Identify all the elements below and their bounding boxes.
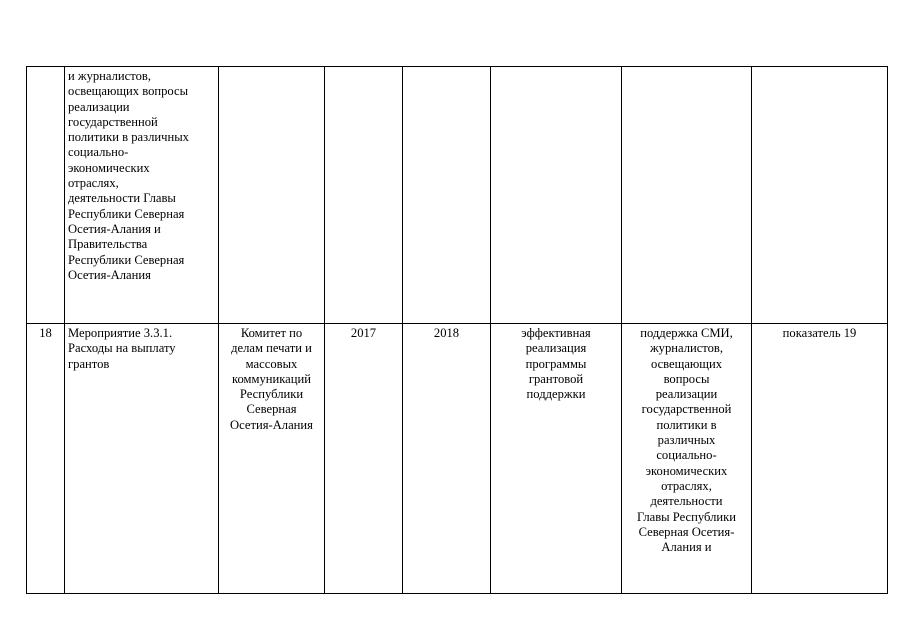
start-year-cell	[325, 67, 403, 324]
problem-aspects-cell	[622, 67, 752, 324]
row-number-cell	[27, 67, 65, 324]
expected-result-cell	[491, 67, 622, 324]
table-row	[27, 324, 888, 594]
end-year-cell: 2018	[403, 324, 491, 594]
executor-cell	[219, 67, 325, 324]
problem-aspects-cell: поддержка СМИ, журналистов, освещающих вопросы реализации государственной политики в различных социально- экономических отраслях, деятельности Главы Республики Северная Осетия- Алания и	[622, 324, 752, 594]
start-year-cell: 2017	[325, 324, 403, 594]
end-year-cell	[403, 67, 491, 324]
activity-name-cell: Мероприятие 3.3.1. Расходы на выплату грантов	[65, 324, 219, 594]
table-row	[27, 67, 888, 324]
indicator-cell: показатель 19	[752, 324, 888, 594]
activity-name-cell: и журналистов, освещающих вопросы реализации государственной политики в различных социально- экономических отраслях, деятельности Главы Республики Северная Осетия-Алания и Правительства Республики Северная Осетия-Алания	[65, 67, 219, 324]
row-number-cell: 18	[27, 324, 65, 594]
executor-cell: Комитет по делам печати и массовых коммуникаций Республики Северная Осетия-Алания	[219, 324, 325, 594]
activities-table	[26, 66, 888, 594]
indicator-cell	[752, 67, 888, 324]
expected-result-cell: эффективная реализация программы грантовой поддержки	[491, 324, 622, 594]
